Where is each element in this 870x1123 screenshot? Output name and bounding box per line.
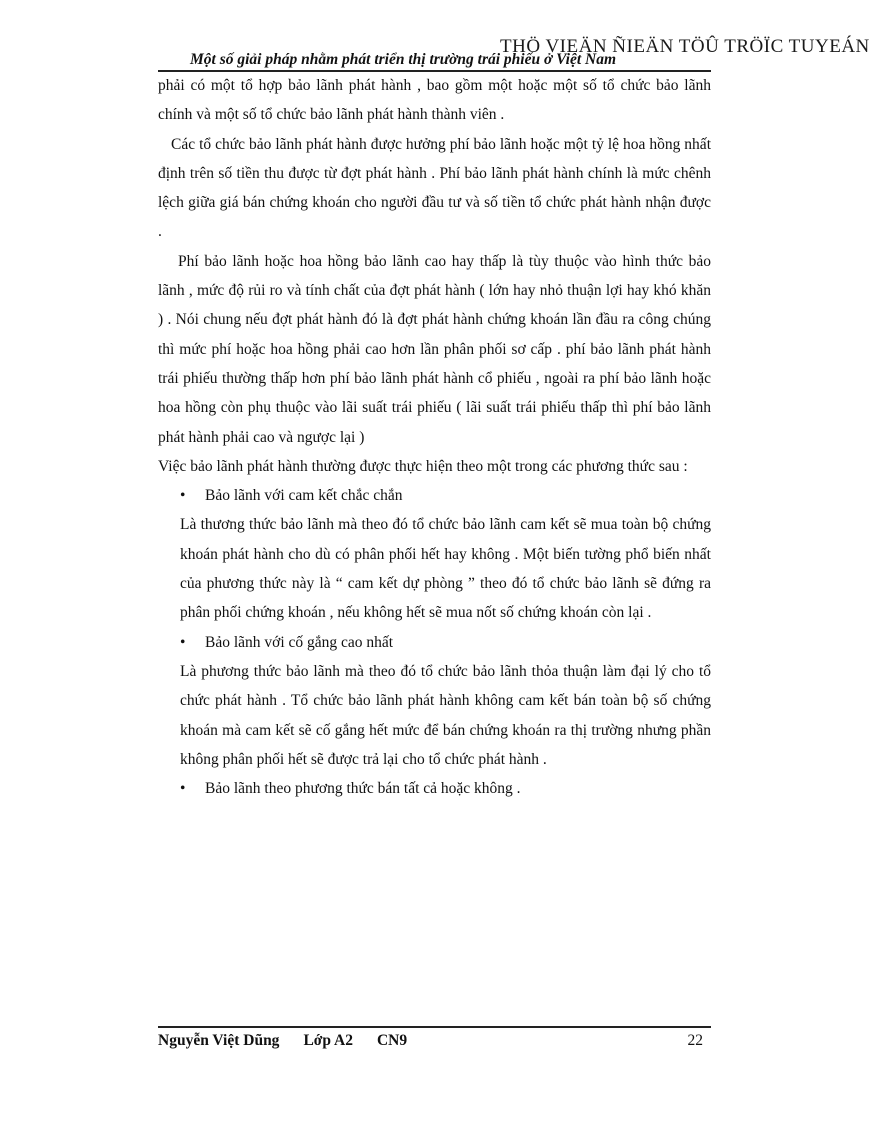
bullet-item-3 — [158, 774, 711, 803]
class-name: Lớp A2 — [303, 1032, 353, 1049]
author-name: Nguyễn Việt Dũng — [158, 1032, 280, 1049]
bullet-title: Bảo lãnh với cam kết chắc chắn — [205, 487, 403, 505]
group-name: CN9 — [376, 1032, 408, 1049]
page-number: 22 — [687, 1032, 703, 1049]
bullet-icon: • — [180, 633, 186, 651]
bullet-icon: • — [180, 780, 186, 798]
paragraph-4: Việc bảo lãnh phát hành thường được thực hiện theo một trong các phương thức sau : — [158, 457, 688, 475]
bullet-description-2: Là phương thức bảo lãnh mà theo đó tổ chức bảo lãnh thỏa thuận làm đại lý cho tổ chức phát hành . Tổ chức bảo lãnh phát hành không cam kết bán toàn bộ số chứng khoán mà cam kết sẽ cố gắng hết mức để bán chứng khoán ra thị trường nhưng phần không phân phối hết sẽ được trả lại cho tổ chức phát hành . — [180, 662, 711, 768]
page-footer — [158, 1032, 711, 1050]
bullet-title: Bảo lãnh với cố gắng cao nhất — [205, 633, 394, 651]
paragraph-3: Phí bảo lãnh hoặc hoa hồng bảo lãnh cao hay thấp là tùy thuộc vào hình thức bảo lãnh , mức độ rủi ro và tính chất của đợt phát hành ( lớn hay nhỏ thuận lợi hay khó khăn ) . Nói chung nếu đợt phát hành đó là đợt phát hành chứng khoán lần đầu ra công chúng thì mức phí hoặc hoa hồng phải cao hơn lần phân phối sơ cấp . phí bảo lãnh phát hành trái phiếu thường thấp hơn phí bảo lãnh phát hành cổ phiếu , ngoài ra phí bảo lãnh hoặc hoa hồng còn phụ thuộc vào lãi suất trái phiếu ( lãi suất trái phiếu thấp thì phí bảo lãnh phát hành phải cao và ngược lại ) — [158, 252, 711, 446]
paragraph-1: phải có một tổ hợp bảo lãnh phát hành , bao gồm một hoặc một số tổ chức bảo lãnh chính và một số tổ chức bảo lãnh phát hành thành viên . — [158, 77, 711, 124]
paragraph-2: Các tổ chức bảo lãnh phát hành được hưởng phí bảo lãnh hoặc một tỷ lệ hoa hồng nhất định trên số tiền thu được từ đợt phát hành . Phí bảo lãnh phát hành chính là mức chênh lệch giữa giá bán chứng khoán cho người đầu tư và số tiền tổ chức phát hành nhận được . — [158, 135, 711, 241]
bullet-item-2 — [158, 628, 711, 657]
watermark-text: THÖ VIEÄN ÑIEÄN TÖÛ TRÖÏC TUYEÁN — [500, 36, 870, 57]
footer-rule — [158, 1026, 711, 1028]
bullet-title: Bảo lãnh theo phương thức bán tất cả hoặc không . — [205, 780, 521, 798]
running-title: Một số giải pháp nhằm phát triển thị trường trái phiếu ở Việt Nam — [190, 51, 617, 68]
page-body — [158, 71, 711, 803]
bullet-icon: • — [180, 487, 186, 505]
bullet-description-1: Là thương thức bảo lãnh mà theo đó tổ chức bảo lãnh cam kết sẽ mua toàn bộ chứng khoán phát hành cho dù có phân phối hết hay không . Một biến tường phổ biến nhất của phương thức này là “ cam kết dự phòng ” theo đó tổ chức bảo lãnh sẽ đứng ra phân phối chứng khoán , nếu không hết sẽ mua nốt số chứng khoán còn lại . — [180, 516, 711, 622]
bullet-item-1 — [158, 481, 711, 510]
